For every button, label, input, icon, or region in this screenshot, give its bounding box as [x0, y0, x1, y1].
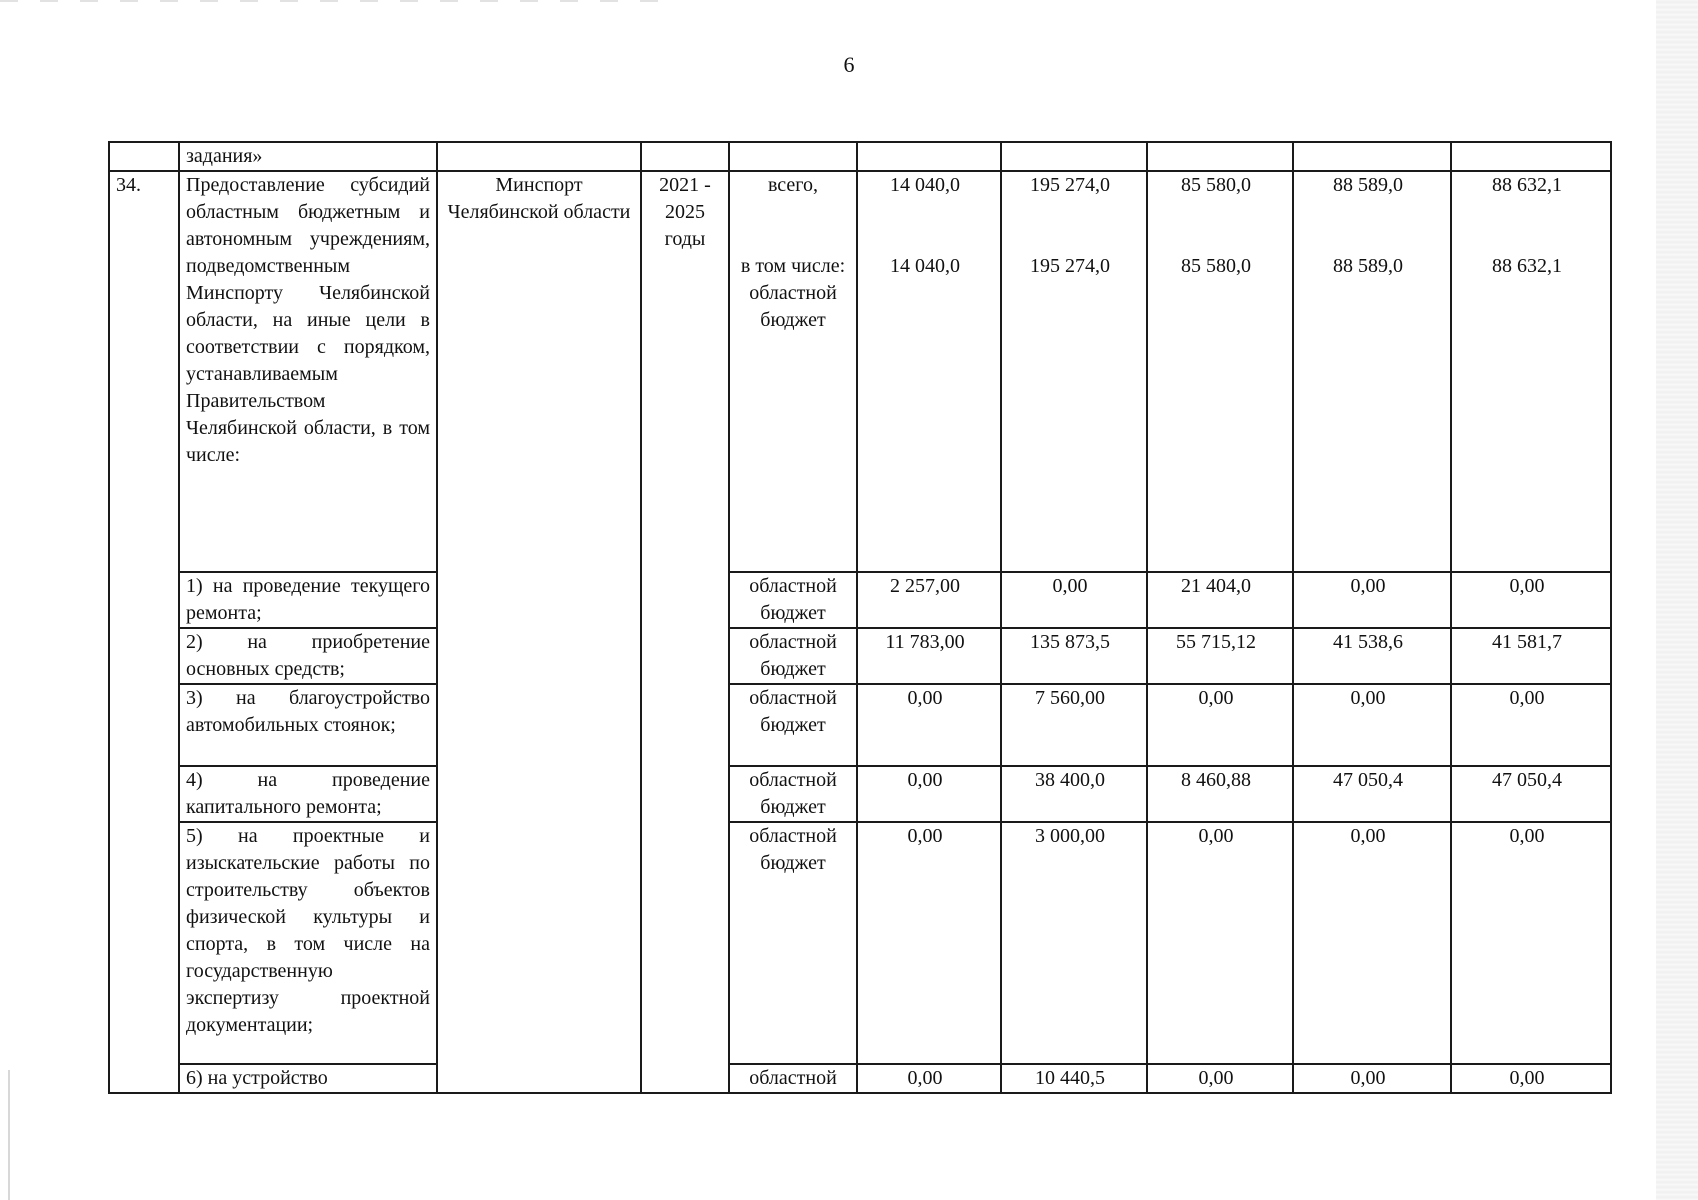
cell-value: 0,00	[1451, 1064, 1611, 1093]
cell-value: 47 050,4	[1451, 766, 1611, 822]
cell-value	[1001, 142, 1147, 171]
cell-subitem-description: 3) на благоустройство автомобильных стоянок;	[179, 684, 437, 766]
source-total-label: всего,	[767, 174, 819, 196]
cell-value: 0,00	[857, 766, 1001, 822]
cell-number	[109, 142, 179, 171]
budget-table	[108, 141, 1612, 1094]
scan-artifact-right-edge	[1656, 0, 1698, 1200]
cell-value: 135 873,5	[1001, 628, 1147, 684]
cell-value	[1293, 142, 1451, 171]
cell-value: 3 000,00	[1001, 822, 1147, 1064]
total-value: 85 580,0	[1181, 174, 1251, 196]
spacer	[1008, 199, 1132, 253]
cell-value: 0,00	[1001, 572, 1147, 628]
scan-artifact-left-edge	[8, 1070, 10, 1200]
cell-subitem-source: областной бюджет	[729, 572, 857, 628]
source-incl-label: в том числе: областной бюджет	[740, 255, 846, 331]
table-row-item-34	[109, 171, 1611, 572]
cell-total-year-2	[1001, 171, 1147, 572]
cell-executor	[437, 142, 641, 171]
cell-value: 0,00	[857, 1064, 1001, 1093]
cell-value: 41 581,7	[1451, 628, 1611, 684]
cell-value	[1451, 142, 1611, 171]
table-row-subitem	[109, 628, 1611, 684]
cell-subitem-description: 1) на проведение текущего ремонта;	[179, 572, 437, 628]
regional-value: 14 040,0	[890, 255, 960, 277]
cell-subitem-source: областной	[729, 1064, 857, 1093]
cell-subitem-description: 2) на приобретение основных средств;	[179, 628, 437, 684]
cell-subitem-description: 4) на проведение капитального ремонта;	[179, 766, 437, 822]
table-row-continuation	[109, 142, 1611, 171]
cell-value: 0,00	[1451, 684, 1611, 766]
cell-value: 47 050,4	[1293, 766, 1451, 822]
cell-value: 0,00	[857, 684, 1001, 766]
table-row-subitem	[109, 822, 1611, 1064]
cell-value: 41 538,6	[1293, 628, 1451, 684]
total-value: 88 589,0	[1333, 174, 1403, 196]
page-number: 6	[843, 52, 855, 77]
table-row-subitem	[109, 1064, 1611, 1093]
cell-total-year-5	[1451, 171, 1611, 572]
scan-artifact-top	[0, 0, 660, 2]
cell-value: 0,00	[1293, 822, 1451, 1064]
regional-value: 88 632,1	[1492, 255, 1562, 277]
cell-value	[857, 142, 1001, 171]
cell-value: 0,00	[1293, 572, 1451, 628]
cell-value	[1147, 142, 1293, 171]
cell-value: 2 257,00	[857, 572, 1001, 628]
cell-value: 8 460,88	[1147, 766, 1293, 822]
cell-item-description: Предоставление субсидий областным бюджетным и автономным учреждениям, подведомственным Минспорту Челябинской области, на иные цели в соответствии с порядком, устанавливаемым Правительством Челябинской области, в том числе:	[179, 171, 437, 572]
cell-value: 38 400,0	[1001, 766, 1147, 822]
cell-value: 0,00	[1293, 684, 1451, 766]
cell-source-total	[729, 171, 857, 572]
cell-value: 0,00	[1451, 572, 1611, 628]
cell-value: 0,00	[1293, 1064, 1451, 1093]
table-row-subitem	[109, 766, 1611, 822]
cell-value: 21 404,0	[1147, 572, 1293, 628]
cell-subitem-source: областной бюджет	[729, 684, 857, 766]
cell-value: 0,00	[1147, 1064, 1293, 1093]
cell-value: 7 560,00	[1001, 684, 1147, 766]
total-value: 88 632,1	[1492, 174, 1562, 196]
regional-value: 195 274,0	[1030, 255, 1110, 277]
spacer	[1300, 199, 1436, 253]
regional-value: 85 580,0	[1181, 255, 1251, 277]
cell-subitem-description: 6) на устройство	[179, 1064, 437, 1093]
cell-total-year-4	[1293, 171, 1451, 572]
total-value: 14 040,0	[890, 174, 960, 196]
spacer	[1458, 199, 1596, 253]
table-row-subitem	[109, 572, 1611, 628]
cell-total-year-3	[1147, 171, 1293, 572]
cell-source	[729, 142, 857, 171]
cell-subitem-description: 5) на проектные и изыскательские работы по строительству объектов физической культуры и спорта, в том числе на государственную экспертизу проектной документации;	[179, 822, 437, 1064]
cell-value: 0,00	[1451, 822, 1611, 1064]
cell-value: 55 715,12	[1147, 628, 1293, 684]
cell-period	[641, 142, 729, 171]
cell-subitem-source: областной бюджет	[729, 628, 857, 684]
cell-item-number: 34.	[109, 171, 179, 1093]
spacer	[864, 199, 986, 253]
cell-period: 2021 - 2025 годы	[641, 171, 729, 1093]
spacer	[1154, 199, 1278, 253]
cell-value: 11 783,00	[857, 628, 1001, 684]
cell-subitem-source: областной бюджет	[729, 766, 857, 822]
cell-value: 0,00	[1147, 684, 1293, 766]
cell-total-year-1	[857, 171, 1001, 572]
cell-subitem-source: областной бюджет	[729, 822, 857, 1064]
cell-value: 0,00	[1147, 822, 1293, 1064]
total-value: 195 274,0	[1030, 174, 1110, 196]
cell-executor: Минспорт Челябинской области	[437, 171, 641, 1093]
cell-value: 0,00	[857, 822, 1001, 1064]
table-row-subitem	[109, 684, 1611, 766]
spacer	[736, 199, 850, 253]
cell-description: задания»	[179, 142, 437, 171]
regional-value: 88 589,0	[1333, 255, 1403, 277]
cell-value: 10 440,5	[1001, 1064, 1147, 1093]
